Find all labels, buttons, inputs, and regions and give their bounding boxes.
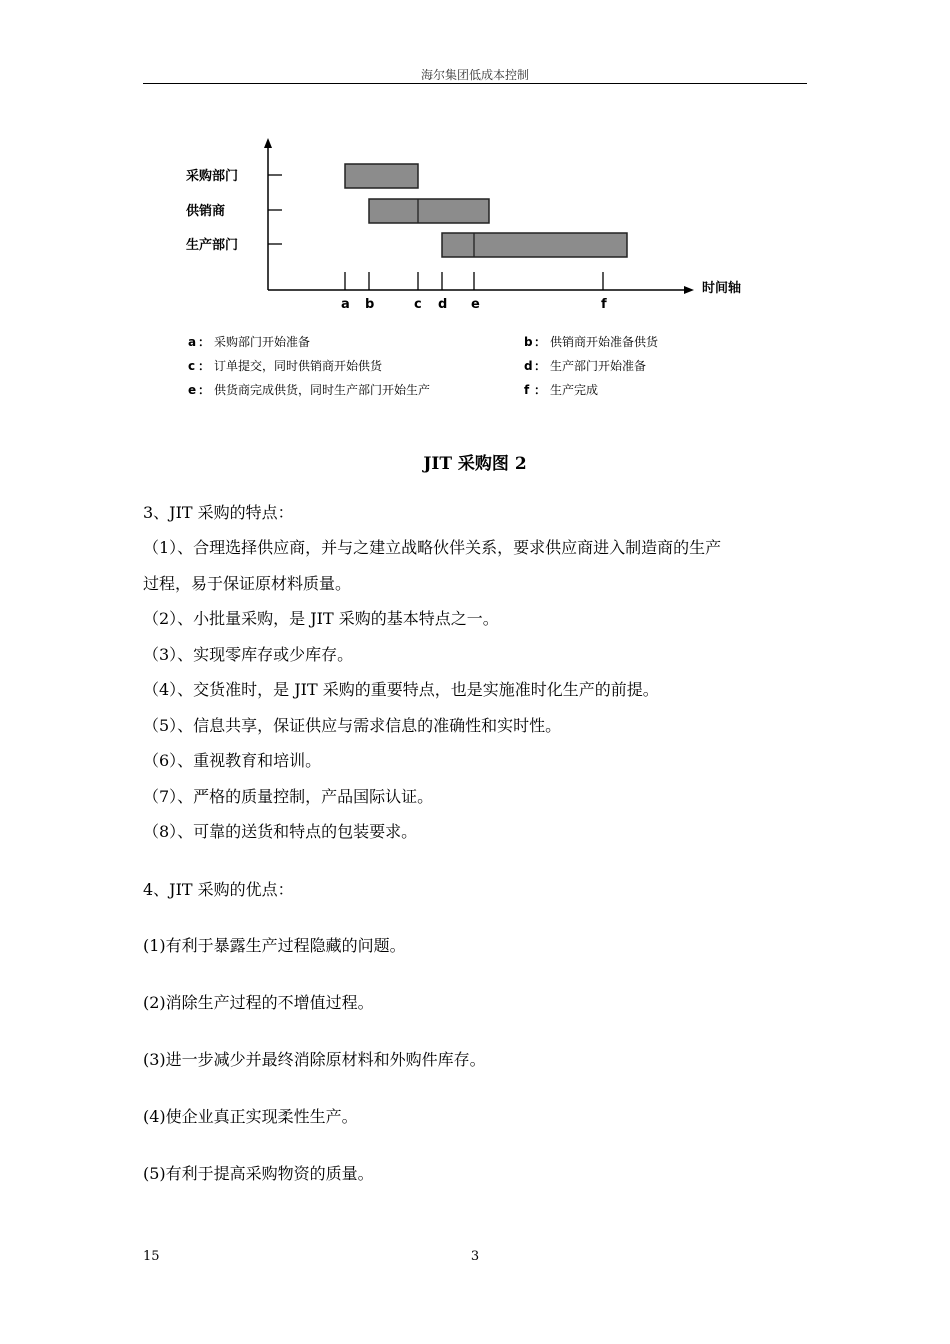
svg-text:：: ： [534, 335, 547, 349]
legend-text-c: 订单提交，同时供销商开始供货 [214, 359, 383, 373]
section3-item: （2）、小批量采购，是 JIT 采购的基本特点之一。 [143, 609, 499, 628]
section3-item: （4）、交货准时，是 JIT 采购的重要特点，也是实施准时化生产的前提。 [143, 680, 659, 699]
section3-item: （7）、严格的质量控制，产品国际认证。 [143, 787, 434, 806]
svg-text:：: ： [198, 359, 211, 373]
page-number: 3 [470, 1249, 480, 1264]
legend-text-d: 生产部门开始准备 [550, 359, 647, 373]
svg-text:：: ： [198, 383, 211, 397]
section3-item: （3）、实现零库存或少库存。 [143, 645, 354, 664]
section4-item: (5)有利于提高采购物资的质量。 [143, 1164, 374, 1183]
legend-key-c: c [188, 359, 196, 373]
section4-item: (1)有利于暴露生产过程隐藏的问题。 [143, 936, 406, 955]
tick-c: c [414, 297, 422, 312]
legend-text-b: 供销商开始准备供货 [550, 335, 659, 349]
tick-f: f [601, 297, 607, 312]
tick-e: e [471, 297, 480, 312]
tick-d: d [438, 297, 448, 312]
bar-procurement [345, 164, 418, 188]
jit-timeline-figure [180, 130, 770, 410]
header-divider [143, 83, 807, 84]
x-axis-arrow [684, 286, 694, 294]
legend-key-d: d [524, 359, 533, 373]
header-title: 海尔集团低成本控制 [420, 68, 529, 82]
tick-a: a [341, 297, 350, 312]
section3-heading: 3、JIT 采购的特点： [143, 503, 294, 522]
bar-production [442, 233, 627, 257]
legend-key-b: b [524, 335, 533, 349]
svg-text:：: ： [198, 335, 211, 349]
row-label-production: 生产部门 [186, 238, 239, 253]
figure-caption: JIT 采购图 2 [423, 454, 527, 474]
legend-key-a: a [188, 335, 197, 349]
legend-text-f: 生产完成 [550, 383, 599, 397]
section3-item: （8）、可靠的送货和特点的包装要求。 [143, 822, 418, 841]
section3-item: （6）、重视教育和培训。 [143, 751, 322, 770]
legend-text-e: 供货商完成供货，同时生产部门开始生产 [214, 383, 431, 397]
footer-left-number: 15 [143, 1249, 160, 1264]
legend-text-a: 采购部门开始准备 [214, 335, 311, 349]
legend-key-f: f [524, 383, 530, 397]
row-label-supplier: 供销商 [186, 204, 226, 219]
section4-item: (4)使企业真正实现柔性生产。 [143, 1107, 358, 1126]
row-label-procurement: 采购部门 [186, 169, 239, 184]
section4-item: (3)进一步减少并最终消除原材料和外购件库存。 [143, 1050, 486, 1069]
y-axis-arrow [264, 138, 272, 148]
section4-item: (2)消除生产过程的不增值过程。 [143, 993, 374, 1012]
tick-b: b [365, 297, 375, 312]
section3-item: （1）、合理选择供应商，并与之建立战略伙伴关系，要求供应商进入制造商的生产 [143, 538, 722, 557]
svg-text:：: ： [534, 383, 547, 397]
axis-label-time: 时间轴 [702, 281, 742, 296]
section3-item: （5）、信息共享，保证供应与需求信息的准确性和实时性。 [143, 716, 562, 735]
section4-heading: 4、JIT 采购的优点： [143, 880, 294, 899]
legend-key-e: e [188, 383, 197, 397]
bar-supplier [369, 199, 489, 223]
svg-text:：: ： [534, 359, 547, 373]
section3-item: 过程，易于保证原材料质量。 [143, 574, 352, 593]
